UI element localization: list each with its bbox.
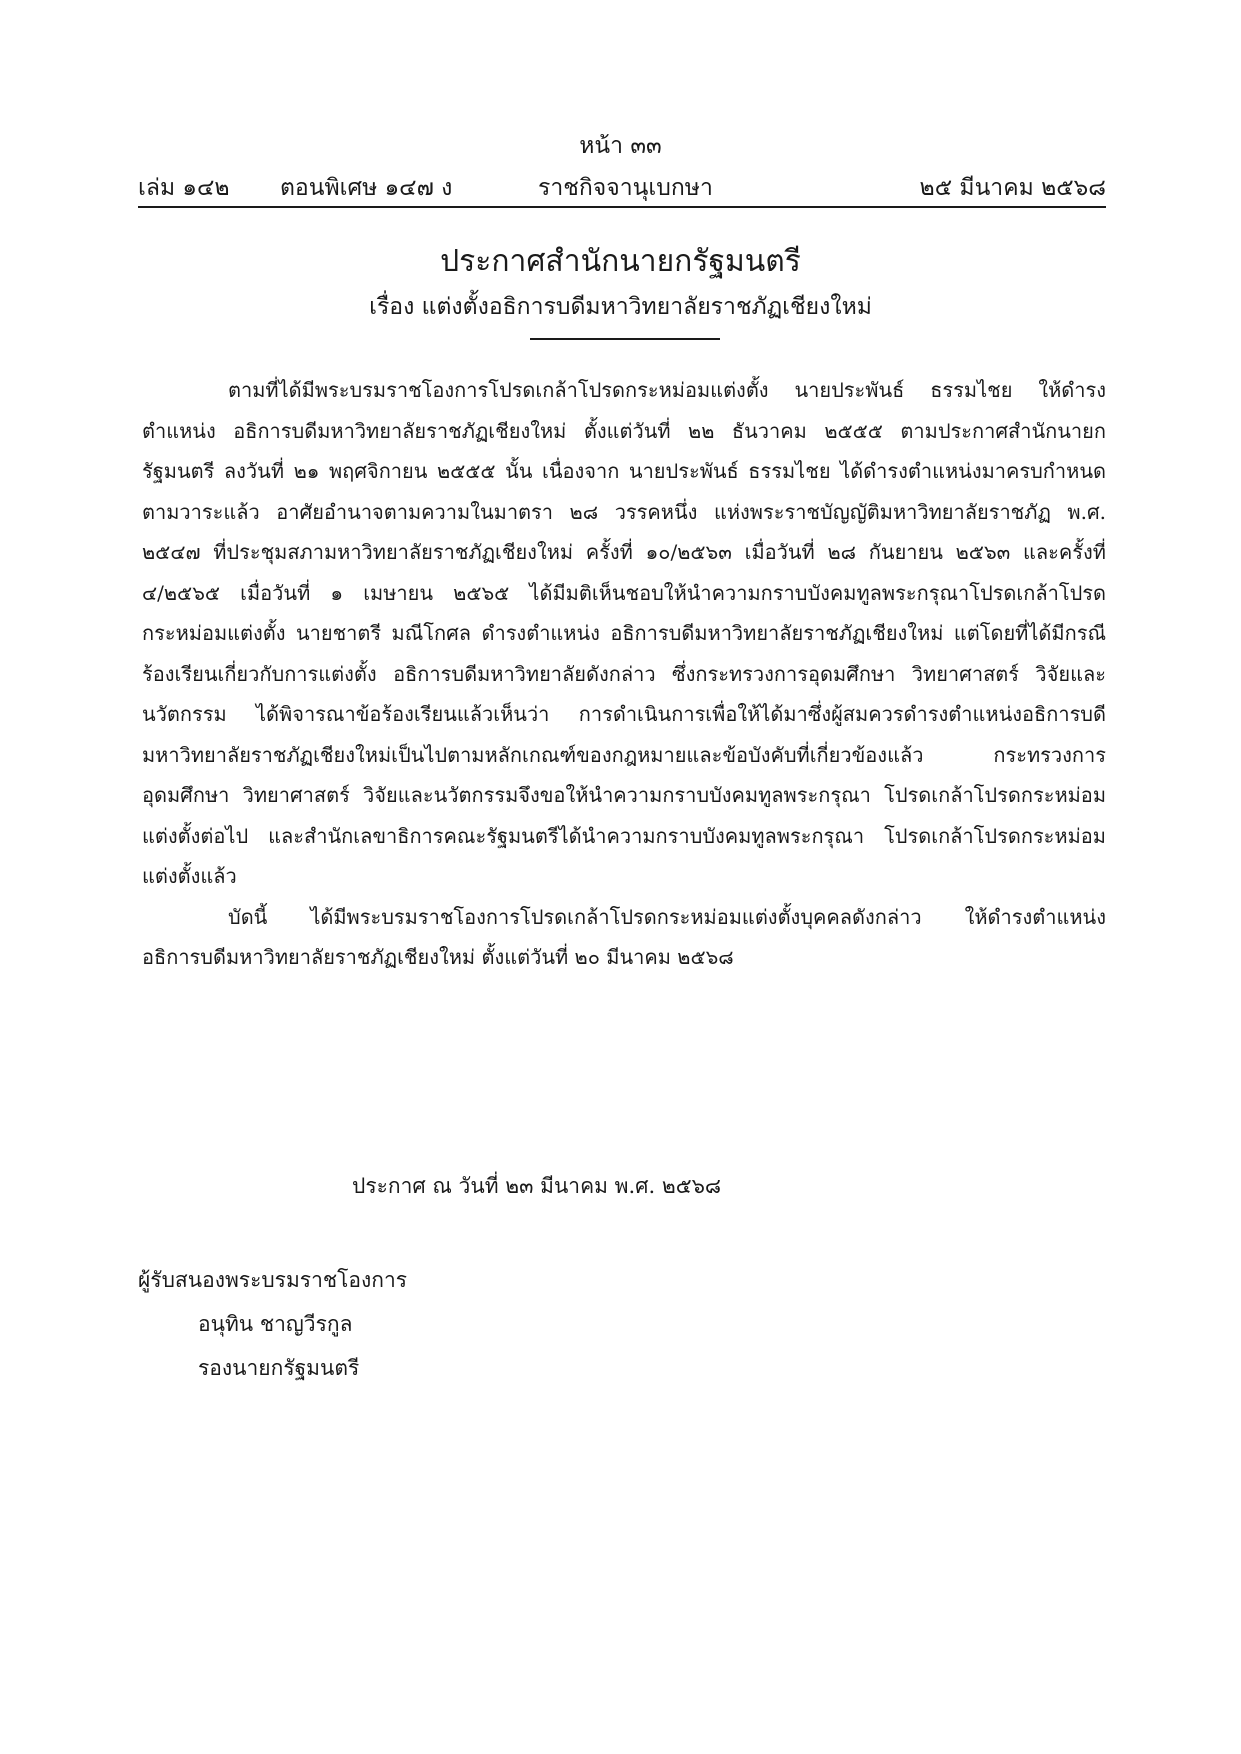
body-paragraph-2: บัดนี้ ได้มีพระบรมราชโองการโปรดเกล้าโปรดกระหม่อมแต่งตั้งบุคคลดังกล่าว ให้ดำรงตำแหน่ง อธิการบดีมหาวิทยาลัยราชภัฏเชียงใหม่ ตั้งแต่วันที่ ๒๐ มีนาคม ๒๕๖๘ — [142, 904, 1106, 969]
publication-date: ๒๕ มีนาคม ๒๕๖๘ — [919, 175, 1106, 201]
announcement-subject: เรื่อง แต่งตั้งอธิการบดีมหาวิทยาลัยราชภัฏเชียงใหม่ — [369, 294, 872, 320]
signer-name: อนุทิน ชาญวีรกูล — [198, 1312, 353, 1336]
announcement-date: ประกาศ ณ วันที่ ๒๓ มีนาคม พ.ศ. ๒๕๖๘ — [352, 1174, 722, 1198]
announcement-body — [142, 370, 1106, 978]
body-paragraph-1: ตามที่ได้มีพระบรมราชโองการโปรดเกล้าโปรดกระหม่อมแต่งตั้ง นายประพันธ์ ธรรมไชย ให้ดำรงตำแหน่ง อธิการบดีมหาวิทยาลัยราชภัฏเชียงใหม่ ตั้งแต่วันที่ ๒๒ ธันวาคม ๒๕๕๕ ตามประกาศสำนักนายกรัฐมนตรี ลงวันที่ ๒๑ พฤศจิกายน ๒๕๕๕ นั้น เนื่องจาก นายประพันธ์ ธรรมไชย ได้ดำรงตำแหน่งมาครบกำหนดตามวาระแล้ว อาศัยอำนาจตามความในมาตรา ๒๘ วรรคหนึ่ง แห่งพระราชบัญญัติมหาวิทยาลัยราชภัฏ พ.ศ. ๒๕๔๗ ที่ประชุมสภามหาวิทยาลัยราชภัฏเชียงใหม่ ครั้งที่ ๑๐/๒๕๖๓ เมื่อวันที่ ๒๘ กันยายน ๒๕๖๓ และครั้งที่ ๔/๒๕๖๕ เมื่อวันที่ ๑ เมษายน ๒๕๖๕ ได้มีมติเห็นชอบให้นำความกราบบังคมทูลพระกรุณาโปรดเกล้าโปรดกระหม่อมแต่งตั้ง นายชาตรี มณีโกศล ดำรงตำแหน่ง อธิการบดีมหาวิทยาลัยราชภัฏเชียงใหม่ แต่โดยที่ได้มีกรณีร้องเรียนเกี่ยวกับการแต่งตั้ง อธิการบดีมหาวิทยาลัยดังกล่าว ซึ่งกระทรวงการอุดมศึกษา วิทยาศาสตร์ วิจัยและนวัตกรรม ได้พิจารณาข้อร้องเรียนแล้วเห็นว่า การดำเนินการเพื่อให้ได้มาซึ่งผู้สมควรดำรงตำแหน่งอธิการบดี มหาวิทยาลัยราชภัฏเชียงใหม่เป็นไปตามหลักเกณฑ์ของกฎหมายและข้อบังคับที่เกี่ยวข้องแล้ว กระทรวงการอุดมศึกษา วิทยาศาสตร์ วิจัยและนวัตกรรมจึงขอให้นำความกราบบังคมทูลพระกรุณา โปรดเกล้าโปรดกระหม่อมแต่งตั้งต่อไป และสำนักเลขาธิการคณะรัฐมนตรีได้นำความกราบบังคมทูลพระกรุณา โปรดเกล้าโปรดกระหม่อมแต่งตั้งแล้ว — [142, 378, 1106, 888]
gazette-name: ราชกิจจานุเบกษา — [538, 175, 713, 201]
page-number: หน้า ๓๓ — [579, 133, 662, 159]
announcement-title: ประกาศสำนักนายกรัฐมนตรี — [440, 244, 801, 279]
header-divider — [138, 206, 1106, 208]
gazette-header — [138, 170, 1106, 204]
volume-number: เล่ม ๑๔๒ — [138, 175, 230, 201]
signer-role: ผู้รับสนองพระบรมราชโองการ — [138, 1268, 408, 1292]
title-divider — [530, 338, 720, 340]
issue-number: ตอนพิเศษ ๑๔๗ ง — [280, 175, 453, 201]
signer-position: รองนายกรัฐมนตรี — [198, 1356, 360, 1380]
signer-block — [138, 1258, 407, 1390]
